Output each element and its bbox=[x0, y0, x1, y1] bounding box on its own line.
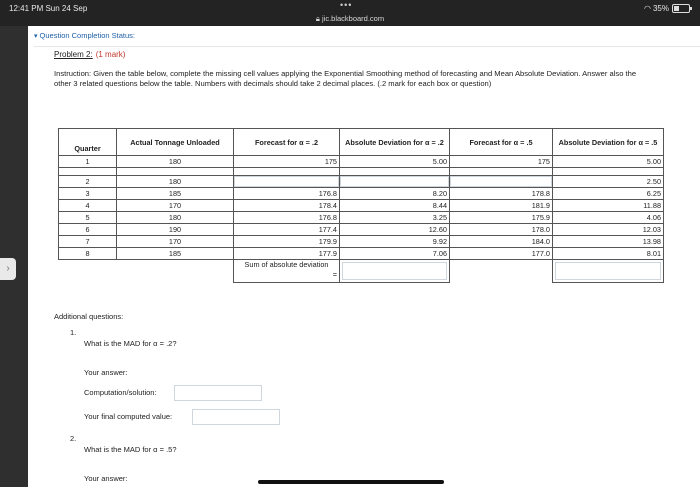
question-1-number: 1. bbox=[70, 328, 77, 337]
q1-final-value-input[interactable] bbox=[192, 409, 280, 425]
exponential-smoothing-table bbox=[58, 128, 664, 283]
sum-abs-dev-a2-input[interactable] bbox=[342, 262, 447, 280]
cell-abs-dev-a5: 5.00 bbox=[553, 156, 664, 168]
cell-forecast-a2: 177.4 bbox=[234, 224, 340, 236]
question-2-text: What is the MAD for α = .5? bbox=[84, 445, 177, 454]
abs-dev-a2-q2-input[interactable] bbox=[340, 176, 449, 187]
cell-actual: 180 bbox=[117, 156, 234, 168]
cell-abs-dev-a2: 9.92 bbox=[340, 236, 450, 248]
additional-questions bbox=[54, 312, 654, 483]
multitask-dots-icon[interactable]: ••• bbox=[340, 0, 353, 10]
cell-forecast-a2: 176.8 bbox=[234, 188, 340, 200]
table-row bbox=[59, 236, 664, 248]
cell-forecast-a2: 175 bbox=[234, 156, 340, 168]
table-row bbox=[59, 224, 664, 236]
header-forecast-a5: Forecast for α = .5 bbox=[450, 129, 553, 156]
status-bar bbox=[0, 0, 700, 26]
cell-forecast-a5: 175 bbox=[450, 156, 553, 168]
table-row bbox=[59, 200, 664, 212]
header-actual-tonnage: Actual Tonnage Unloaded bbox=[117, 129, 234, 156]
cell-actual: 185 bbox=[117, 248, 234, 260]
cell-forecast-a2: 176.8 bbox=[234, 212, 340, 224]
sum-equals: = bbox=[332, 270, 337, 279]
clock: 12:41 PM Sun 24 Sep bbox=[9, 4, 88, 13]
cell-quarter: 8 bbox=[59, 248, 117, 260]
table-row bbox=[59, 212, 664, 224]
cell-abs-dev-a5: 12.03 bbox=[553, 224, 664, 236]
home-indicator[interactable] bbox=[258, 480, 444, 484]
cell-abs-dev-a5: 13.98 bbox=[553, 236, 664, 248]
cell-quarter: 1 bbox=[59, 156, 117, 168]
cell-quarter: 6 bbox=[59, 224, 117, 236]
table-header-row bbox=[59, 129, 664, 156]
cell-forecast-a5: 178.8 bbox=[450, 188, 553, 200]
question-content bbox=[54, 50, 654, 89]
address-url: jic.blackboard.com bbox=[321, 14, 385, 23]
forecast-a2-q2-input[interactable] bbox=[234, 176, 339, 187]
cell-abs-dev-a5: 11.88 bbox=[553, 200, 664, 212]
left-margin bbox=[0, 26, 28, 487]
cell-actual: 190 bbox=[117, 224, 234, 236]
cell-quarter: 5 bbox=[59, 212, 117, 224]
forecast-a5-q2-input[interactable] bbox=[450, 176, 552, 187]
q1-computation-input[interactable] bbox=[174, 385, 262, 401]
battery-status bbox=[644, 4, 690, 13]
cell-forecast-a5: 184.0 bbox=[450, 236, 553, 248]
cell-abs-dev-a5: 2.50 bbox=[553, 176, 664, 188]
problem-marks: (1 mark) bbox=[95, 50, 126, 59]
cell-forecast-a2: 177.9 bbox=[234, 248, 340, 260]
cell-abs-dev-a2: 12.60 bbox=[340, 224, 450, 236]
completion-status-label: Question Completion Status: bbox=[39, 31, 135, 40]
additional-title: Additional questions: bbox=[54, 312, 124, 321]
forecast-a2-input-cell[interactable] bbox=[234, 176, 340, 188]
cell-actual: 170 bbox=[117, 236, 234, 248]
cell-actual: 180 bbox=[117, 212, 234, 224]
cell-forecast-a5: 178.0 bbox=[450, 224, 553, 236]
header-quarter: Quarter bbox=[59, 129, 117, 156]
cell-actual: 180 bbox=[117, 176, 234, 188]
cell-forecast-a5: 181.9 bbox=[450, 200, 553, 212]
q1-your-answer-label: Your answer: bbox=[84, 368, 128, 377]
cell-abs-dev-a2: 8.44 bbox=[340, 200, 450, 212]
header-abs-dev-a2: Absolute Deviation for α = .2 bbox=[340, 129, 450, 156]
cell-abs-dev-a2: 7.06 bbox=[340, 248, 450, 260]
table-row bbox=[59, 176, 664, 188]
question-2-number: 2. bbox=[70, 434, 77, 443]
cell-forecast-a2: 178.4 bbox=[234, 200, 340, 212]
abs-dev-a2-input-cell[interactable] bbox=[340, 176, 450, 188]
battery-icon bbox=[672, 4, 690, 13]
sum-a5-cell[interactable] bbox=[553, 260, 664, 283]
battery-percent: 35% bbox=[652, 4, 669, 13]
caret-down-icon: ▾ bbox=[34, 33, 38, 40]
q1-final-value-label: Your final computed value: bbox=[84, 412, 173, 421]
q2-your-answer-label: Your answer: bbox=[84, 474, 128, 483]
lock-icon: 🔒︎ bbox=[315, 14, 322, 23]
cell-abs-dev-a2: 5.00 bbox=[340, 156, 450, 168]
cell-actual: 185 bbox=[117, 188, 234, 200]
address-bar[interactable] bbox=[0, 14, 700, 24]
sum-a2-cell[interactable] bbox=[340, 260, 450, 283]
cell-quarter: 7 bbox=[59, 236, 117, 248]
q1-computation-label: Computation/solution: bbox=[84, 388, 157, 397]
assessment-page bbox=[28, 26, 700, 487]
sum-abs-dev-a5-input[interactable] bbox=[555, 262, 661, 280]
cell-quarter: 3 bbox=[59, 188, 117, 200]
cell-abs-dev-a2: 8.20 bbox=[340, 188, 450, 200]
table-row bbox=[59, 188, 664, 200]
question-1-text: What is the MAD for α = .2? bbox=[84, 339, 177, 348]
instruction-text: Instruction: Given the table below, complete the missing cell values applying the Exponential Smoothing method of forecasting and Mean Absolute Deviation. Answer also the other 3 related questions below the table. Numbers with decimals should take 2 decimal places. (.2 mark for each box or question) bbox=[54, 69, 637, 88]
cell-quarter: 2 bbox=[59, 176, 117, 188]
table-row bbox=[59, 156, 664, 168]
cell-abs-dev-a5: 4.06 bbox=[553, 212, 664, 224]
cell-forecast-a5: 175.9 bbox=[450, 212, 553, 224]
cell-quarter: 4 bbox=[59, 200, 117, 212]
chevron-right-icon: › bbox=[6, 263, 10, 274]
cell-abs-dev-a2: 3.25 bbox=[340, 212, 450, 224]
side-panel-toggle[interactable] bbox=[0, 258, 16, 280]
question-completion-status[interactable] bbox=[34, 31, 700, 47]
cell-actual: 170 bbox=[117, 200, 234, 212]
problem-title bbox=[54, 50, 654, 59]
cell-forecast-a2: 179.9 bbox=[234, 236, 340, 248]
sum-label-cell bbox=[234, 260, 340, 283]
wifi-icon: ◠ bbox=[644, 4, 651, 13]
forecast-a5-input-cell[interactable] bbox=[450, 176, 553, 188]
cell-abs-dev-a5: 6.25 bbox=[553, 188, 664, 200]
cell-forecast-a5: 177.0 bbox=[450, 248, 553, 260]
cell-abs-dev-a5: 8.01 bbox=[553, 248, 664, 260]
header-forecast-a2: Forecast for α = .2 bbox=[234, 129, 340, 156]
problem-label: Problem 2: bbox=[54, 50, 93, 59]
table-spacer-row bbox=[59, 168, 664, 176]
sum-row bbox=[59, 260, 664, 283]
header-abs-dev-a5: Absolute Deviation for α = .5 bbox=[553, 129, 664, 156]
table-row bbox=[59, 248, 664, 260]
sum-label: Sum of absolute deviation bbox=[244, 260, 329, 269]
